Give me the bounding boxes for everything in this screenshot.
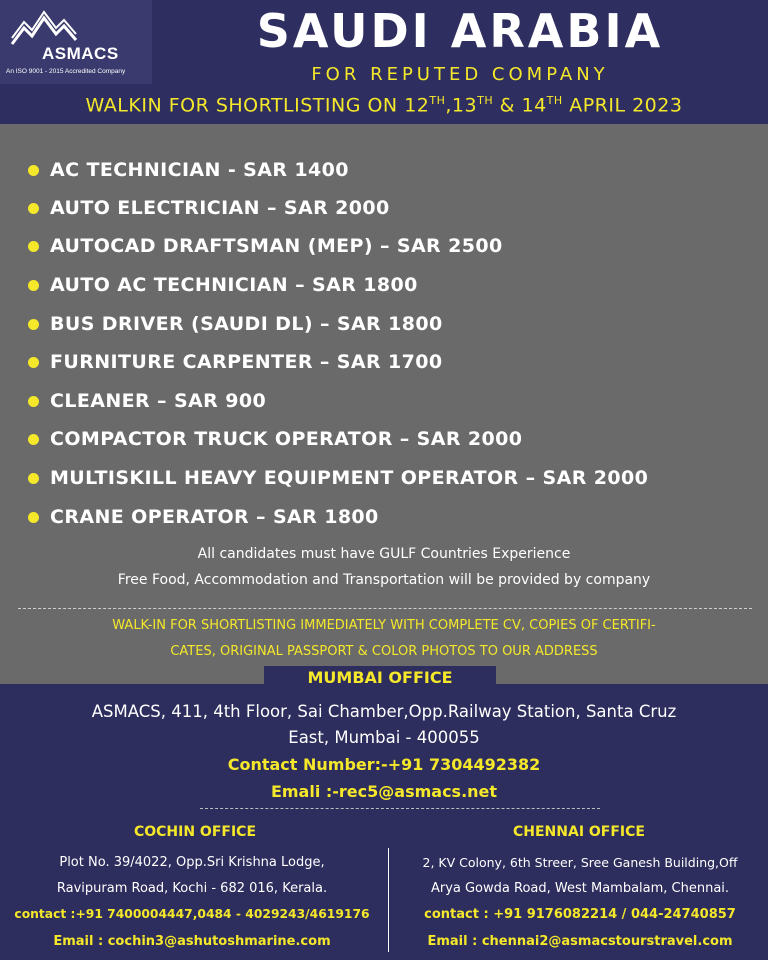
job-label: AUTO AC TECHNICIAN – SAR 1800 <box>50 274 418 296</box>
bullet-icon <box>28 203 39 214</box>
cochin-contact[interactable]: contact :+91 7400004447,0484 - 4029243/4619176 <box>14 907 370 921</box>
bullet-icon <box>28 280 39 291</box>
cochin-address-2: Ravipuram Road, Kochi - 682 016, Kerala. <box>56 881 328 896</box>
job-item <box>28 159 349 181</box>
walkin-mid-2: & 14 <box>493 94 547 117</box>
job-item <box>28 274 418 296</box>
page-title: SAUDI ARABIA <box>256 4 664 58</box>
mountain-logo-icon <box>10 8 80 48</box>
job-item <box>28 235 503 257</box>
job-label: CRANE OPERATOR – SAR 1800 <box>50 506 379 528</box>
job-label: BUS DRIVER (SAUDI DL) – SAR 1800 <box>50 313 443 335</box>
divider-small <box>200 808 600 809</box>
chennai-address-1: 2, KV Colony, 6th Streer, Sree Ganesh Building,Off <box>422 855 738 870</box>
mumbai-email[interactable]: Emali :-rec5@asmacs.net <box>270 782 498 801</box>
chennai-office-title: CHENNAI OFFICE <box>513 824 645 840</box>
instructions-line-2: CATES, ORIGINAL PASSPORT & COLOR PHOTOS TO OUR ADDRESS <box>170 644 598 659</box>
walkin-sup-1: TH <box>429 94 446 107</box>
mumbai-address-2: East, Mumbai - 400055 <box>288 728 480 747</box>
note-benefits: Free Food, Accommodation and Transportation will be provided by company <box>117 572 651 588</box>
chennai-address-2: Arya Gowda Road, West Mambalam, Chennai. <box>430 881 730 896</box>
mumbai-address-1: ASMACS, 411, 4th Floor, Sai Chamber,Opp.Railway Station, Santa Cruz <box>91 702 677 721</box>
walkin-prefix: WALKIN FOR SHORTLISTING ON 12 <box>85 94 430 117</box>
job-item <box>28 313 443 335</box>
bullet-icon <box>28 473 39 484</box>
cochin-address-1: Plot No. 39/4022, Opp.Sri Krishna Lodge, <box>59 855 325 870</box>
chennai-email[interactable]: Email : chennai2@asmacstourstravel.com <box>427 934 733 949</box>
walkin-mid-1: ,13 <box>445 94 478 117</box>
mumbai-office-title: MUMBAI OFFICE <box>264 666 496 694</box>
bullet-icon <box>28 512 39 523</box>
chennai-contact[interactable]: contact : +91 9176082214 / 044-24740857 <box>424 907 736 922</box>
job-label: AUTOCAD DRAFTSMAN (MEP) – SAR 2500 <box>50 235 503 257</box>
bullet-icon <box>28 319 39 330</box>
job-item <box>28 428 522 450</box>
walkin-suffix: APRIL 2023 <box>562 94 683 117</box>
mumbai-contact[interactable]: Contact Number:-+91 7304492382 <box>227 755 541 774</box>
cochin-email[interactable]: Email : cochin3@ashutoshmarine.com <box>53 934 331 949</box>
job-label: AC TECHNICIAN - SAR 1400 <box>50 159 349 181</box>
job-item <box>28 351 443 373</box>
job-label: FURNITURE CARPENTER – SAR 1700 <box>50 351 443 373</box>
divider <box>18 608 752 609</box>
cochin-office-title: COCHIN OFFICE <box>133 824 257 840</box>
logo <box>0 0 152 84</box>
job-item <box>28 506 379 528</box>
note-experience: All candidates must have GULF Countries Experience <box>197 546 571 562</box>
walkin-sup-2: TH <box>477 94 494 107</box>
walkin-sup-3: TH <box>546 94 563 107</box>
header <box>0 0 768 124</box>
column-divider <box>388 848 389 952</box>
job-label: AUTO ELECTRICIAN – SAR 2000 <box>50 197 390 219</box>
logo-tagline: An ISO 9001 - 2015 Accredited Company <box>6 68 126 75</box>
walkin-dates <box>0 94 768 116</box>
job-label: COMPACTOR TRUCK OPERATOR – SAR 2000 <box>50 428 523 450</box>
bullet-icon <box>28 165 39 176</box>
page-subtitle: FOR REPUTED COMPANY <box>311 64 609 85</box>
bullet-icon <box>28 396 39 407</box>
bullet-icon <box>28 241 39 252</box>
bullet-icon <box>28 357 39 368</box>
job-item <box>28 467 648 489</box>
logo-name: ASMACS <box>42 44 119 63</box>
job-item <box>28 197 390 219</box>
job-item <box>28 390 266 412</box>
job-label: MULTISKILL HEAVY EQUIPMENT OPERATOR – SAR 2000 <box>50 467 649 489</box>
job-label: CLEANER – SAR 900 <box>50 390 267 412</box>
instructions-line-1: WALK-IN FOR SHORTLISTING IMMEDIATELY WITH COMPLETE CV, COPIES OF CERTIFI- <box>112 618 656 633</box>
bullet-icon <box>28 434 39 445</box>
